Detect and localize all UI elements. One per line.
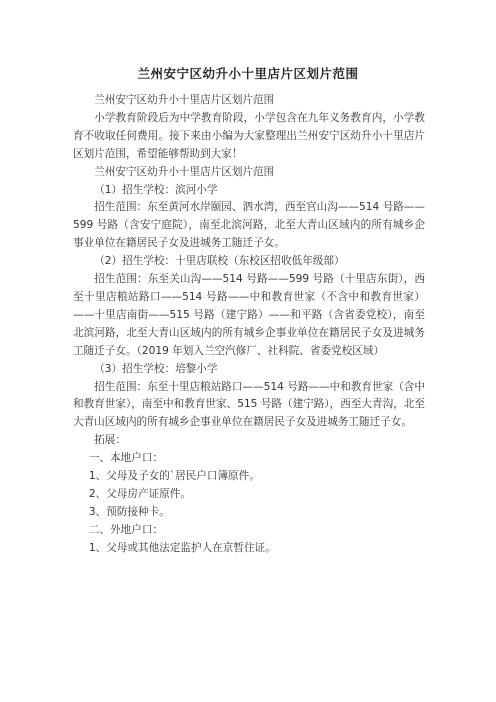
document-body	[73, 92, 425, 558]
school-3-heading: （3）招生学校：培黎小学	[94, 362, 218, 375]
local-hukou-heading: 一、本地户口：	[88, 452, 164, 465]
intro-paragraph: 小学教育阶段后为中学教育阶段，小学包含在九年义务教育内，小学教育不收取任何费用。接下来由小编为大家整理出兰州安宁区幼升小十里店片区划片范围，希望能够帮助到大家！	[73, 111, 425, 160]
section-heading: 兰州安宁区幼升小十里店片区划片范围	[94, 165, 275, 178]
nonlocal-hukou-heading: 二、外地户口：	[88, 523, 164, 536]
subtitle-paragraph: 兰州安宁区幼升小十里店片区划片范围	[94, 94, 275, 106]
extension-heading: 拓展：	[94, 434, 126, 447]
school-1-range: 招生范围：东至黄河水岸颐园、泗水湾，西至官山沟——514 号路——599 号路（含安宁庭院），南至北滨河路，北至大青山区域内的所有城乡企事业单位在籍居民子女及进城务工随迁子女。	[73, 201, 425, 250]
page-title: 兰州安宁区幼升小十里店片区划片范围	[137, 66, 359, 81]
list-item: 1、父母及子女的`居民户口簿原件。	[88, 470, 260, 483]
list-item: 3、预防接种卡。	[88, 505, 170, 518]
school-3-range: 招生范围：东至十里店粮站路口——514 号路——中和教育世家（含中和教育世家），南至中和教育世家、515 号路（建宁路），西至大青沟，北至大青山区域内的所有城乡企事业单位在籍居民子女及进城务工随迁子女。	[73, 380, 425, 429]
list-item: 2、父母房产证原件。	[88, 487, 191, 500]
school-2-heading: （2）招生学校：十里店联校（东校区招收低年级部）	[94, 255, 345, 268]
list-item: 1、父母或其他法定监护人在京暂住证。	[88, 541, 276, 554]
school-2-range: 招生范围：东至关山沟——514 号路——599 号路（十里店东街），西至十里店粮站路口——514 号路——中和教育世家（不含中和教育世家）——十里店南街——515 号路（建宁路）——和平路（含省委党校），南至北滨河路，北至大青山区域内的所有城乡企事业单位在籍居民子女及进城务工随迁子女。（2019 年划入兰空汽修厂、社科院、省委党校区域）	[73, 273, 425, 357]
school-1-heading: （1）招生学校：滨河小学	[94, 183, 218, 196]
